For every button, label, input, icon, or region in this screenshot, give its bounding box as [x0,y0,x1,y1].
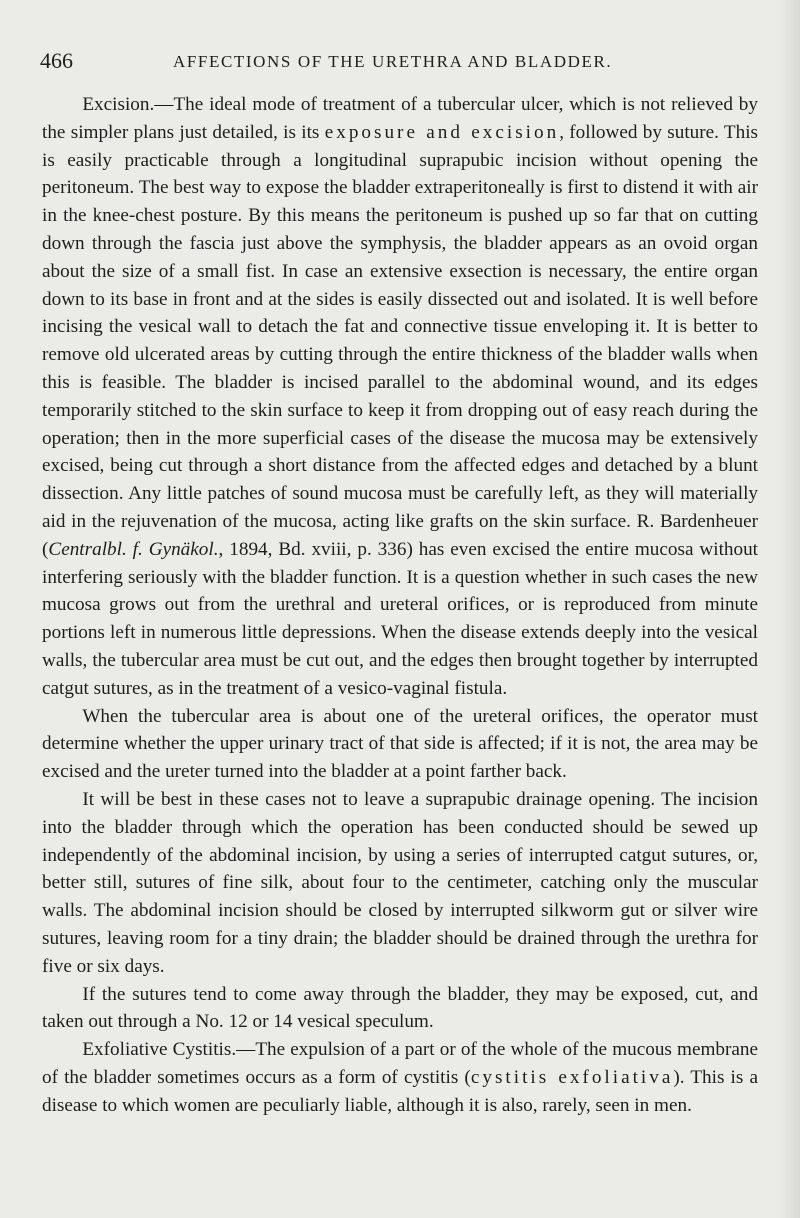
running-head: AFFECTIONS OF THE URETHRA AND BLADDER. [173,52,613,71]
paragraph-excision [42,91,758,703]
text-segment: ). This is a disease to which women are peculiarly liable, although it is also, rarely, seen in men. [42,1066,758,1116]
paragraph-exfoliative [42,1036,758,1119]
heading-excision: Excision. [82,94,155,115]
text-segment: It will be best in these cases not to leave a suprapubic drainage opening. The incision into the bladder through which the operation has been conducted should be sewed up independently of the abdominal incision, by using a series of interrupted catgut sutures, or, better still, sutures of fine silk, about four to the centimeter, catching only the muscular walls. The abdominal incision should be closed by interrupted silkworm gut or silver wire sutures, leaving room for a tiny drain; the bladder should be drained through the urethra for five or six days. [42,788,758,977]
paragraph-sutures [42,981,758,1037]
heading-exfoliative-cystitis: Exfoliative Cystitis. [82,1039,237,1061]
text-segment: , followed by suture. This is easily practicable through a longitudinal suprapubic incision without opening the peritoneum. The best way to expose the bladder extraperitoneally is first to distend it with air in the knee-chest posture. By this means the peritoneum is pushed up so far that on cutting down through the fascia just above the symphysis, the bladder appears as an ovoid organ about the size of a small fist. In case an extensive exsection is necessary, the entire organ down to its base in front and at the sides is easily dissected out and isolated. It is well before incising the vesical wall to detach the fat and connective tissue enveloping it. It is better to remove old ulcerated areas by cutting through the entire thickness of the bladder walls when this is feasible. The bladder is incised parallel to the abdominal wound, and its edges temporarily stitched to the skin surface to keep it from dropping out of easy reach during the operation; then in the more superficial cases of the disease the mucosa may be extensively excised, being cut through a short distance from the affected edges and detached by a blunt dissection. Any little patches of sound mucosa must be carefully left, as they will materially aid in the rejuvenation of the mucosa, acting like grafts on the skin surface. R. Bardenheuer ( [42,121,759,560]
text-segment: —The ideal mode of treatment of a tubercular ulcer, which is not relieved by the simpler plans just detailed, is its [42,94,758,143]
page-edge-shadow [778,0,800,1218]
text-segment-spaced: cystitis exfoliativa [470,1066,674,1088]
page-header [40,40,760,80]
text-segment: , 1894, Bd. xviii, p. 336) has even excised the entire mucosa without interfering seriously with the bladder function. It is a question whether in such cases the new mucosa grows out from the urethral and ureteral orifices, or is reproduced from minute portions left in numerous little depressions. When the disease extends deeply into the vesical walls, the tubercular area must be cut out, and the edges then brought together by interrupted catgut sutures, as in the treatment of a vesico-vaginal fistula. [42,538,759,699]
page-number: 466 [40,48,73,73]
paragraph-drainage [42,786,758,981]
text-segment: When the tubercular area is about one of the ureteral orifices, the operator must determine whether the upper urinary tract of that side is affected; if it is not, the area may be excised and the ureter turned into the bladder at a point farther back. [42,705,758,783]
text-segment: —The expulsion of a part or of the whole of the mucous membrane of the bladder sometimes occurs as a form of cystitis ( [42,1039,758,1088]
journal-citation: Centralbl. f. Gynäkol. [48,538,219,560]
paragraph-ureteral [42,703,758,786]
text-segment: If the sutures tend to come away through the bladder, they may be exposed, cut, and taken out through a No. 12 or 14 vesical speculum. [42,983,758,1033]
body-text [42,91,758,1119]
text-segment-spaced: exposure and excision [324,121,560,143]
